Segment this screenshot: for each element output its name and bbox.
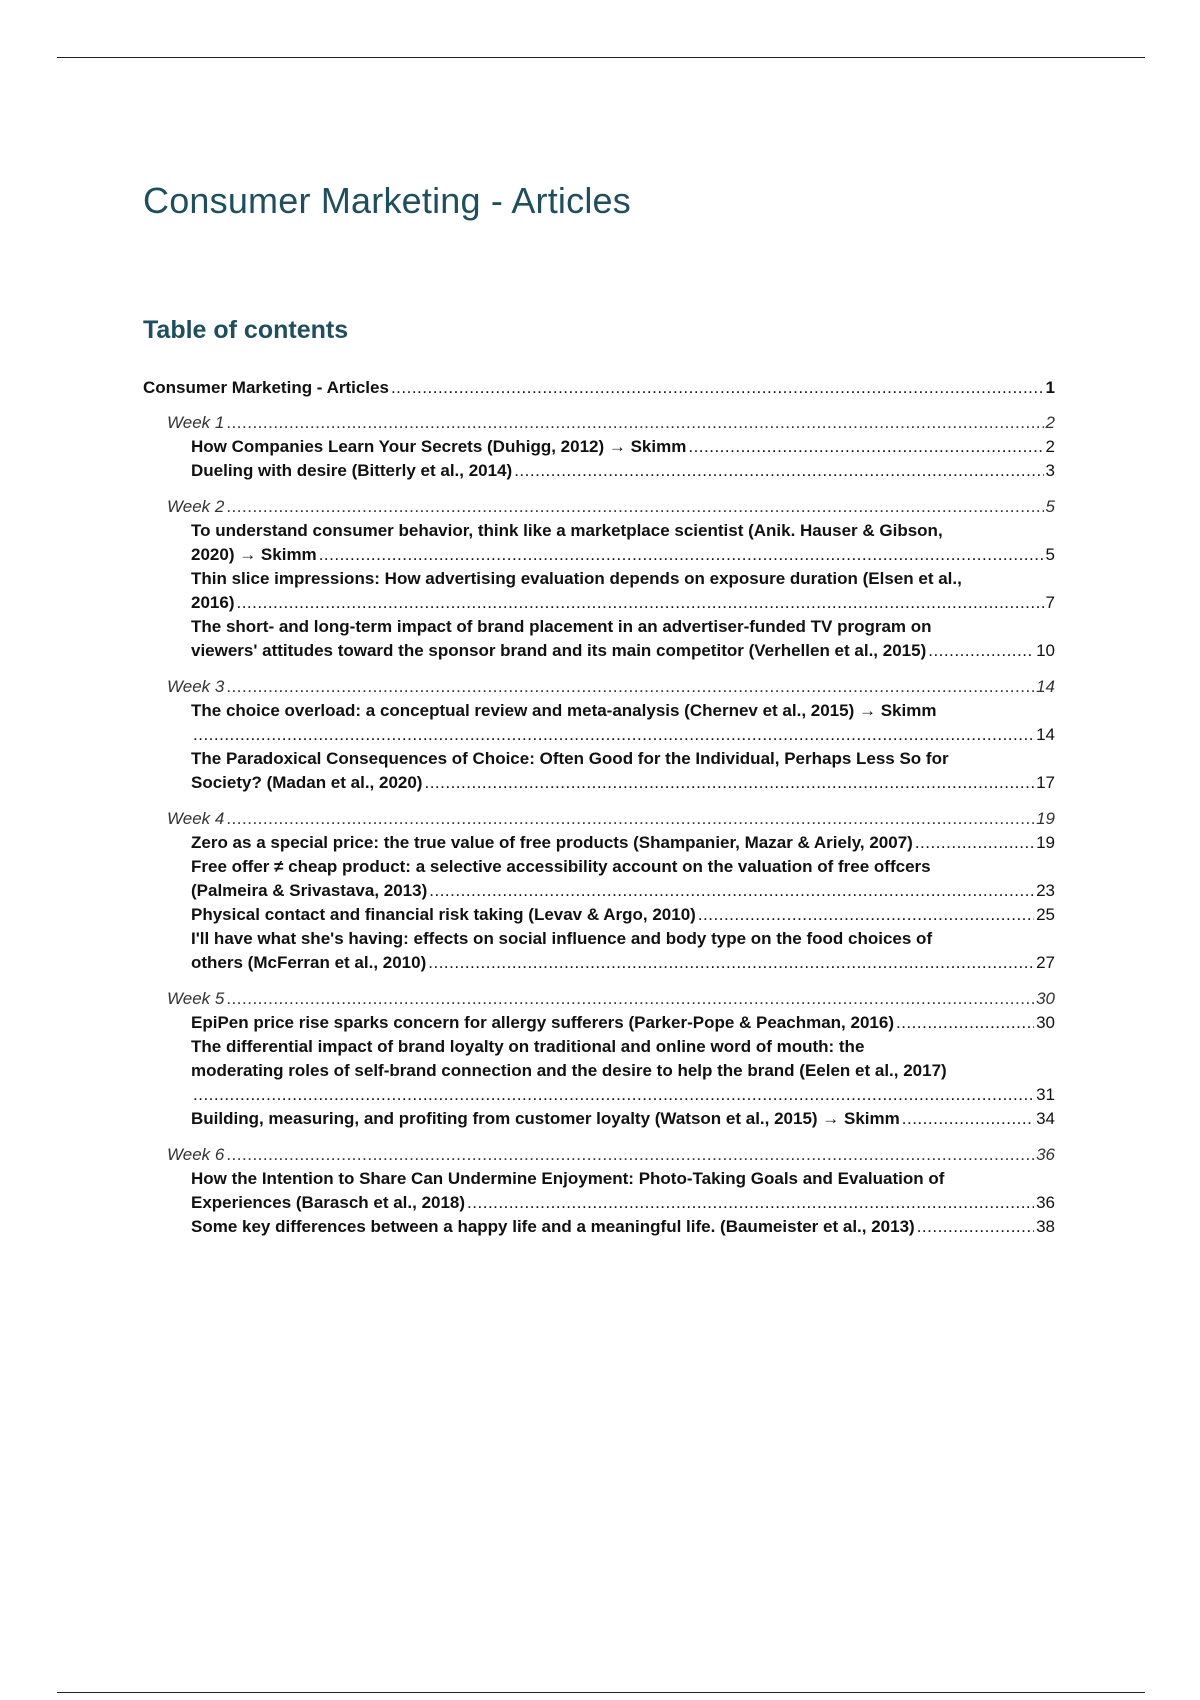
toc-article-title-line: (Palmeira & Srivastava, 2013) xyxy=(191,881,428,900)
toc-entry-label: Consumer Marketing - Articles xyxy=(143,378,389,397)
toc-page-number: 3 xyxy=(1045,461,1055,480)
toc-leader-dots xyxy=(915,831,1034,855)
toc-line xyxy=(167,1143,1055,1167)
toc-line xyxy=(167,987,1055,1011)
toc-line xyxy=(191,879,1055,903)
toc-week-entry[interactable] xyxy=(167,675,1055,699)
toc-article-entry[interactable] xyxy=(191,699,1055,747)
toc-line xyxy=(167,495,1055,519)
toc-line xyxy=(191,1011,1055,1035)
toc-page-number: 36 xyxy=(1036,1193,1055,1212)
toc-line xyxy=(191,639,1055,663)
toc-leader-dots xyxy=(236,591,1043,615)
toc-article-entry[interactable] xyxy=(191,1011,1055,1035)
toc-article-title-line: How the Intention to Share Can Undermine Enjoyment: Photo-Taking Goals and Evaluation of xyxy=(191,1169,945,1188)
toc-leader-dots xyxy=(467,1191,1034,1215)
toc-week-entry[interactable] xyxy=(167,495,1055,519)
toc-line xyxy=(191,771,1055,795)
toc-article-title-line: moderating roles of self-brand connection and the desire to help the brand (Eelen et al., 2017) xyxy=(191,1061,947,1080)
toc-page-number: 31 xyxy=(1036,1085,1055,1104)
toc-line xyxy=(191,831,1055,855)
toc-leader-dots xyxy=(429,879,1034,903)
toc-leader-dots xyxy=(428,951,1034,975)
footer-rule xyxy=(57,1692,1145,1693)
toc-page-number: 7 xyxy=(1045,593,1055,612)
toc-week-entry[interactable] xyxy=(167,1143,1055,1167)
toc-week-label: Week 5 xyxy=(167,989,225,1008)
toc-leader-dots xyxy=(896,1011,1034,1035)
toc-line xyxy=(167,411,1055,435)
toc-article-entry[interactable] xyxy=(191,1107,1055,1131)
toc-line xyxy=(191,1083,1055,1107)
toc-article-title-line: 2016) xyxy=(191,593,235,612)
toc-line xyxy=(191,1215,1055,1239)
toc-article-entry[interactable] xyxy=(191,855,1055,903)
toc-article-entry[interactable] xyxy=(191,927,1055,975)
toc-leader-dots xyxy=(226,807,1034,831)
toc-line xyxy=(191,435,1055,459)
toc-article-title-line: Zero as a special price: the true value of free products (Shampanier, Mazar & Ariely, 2007) xyxy=(191,833,913,852)
toc-article-title-line: Thin slice impressions: How advertising evaluation depends on exposure duration (Elsen et al., xyxy=(191,569,962,588)
toc-article-title-line: Some key differences between a happy life and a meaningful life. (Baumeister et al., 2013) xyxy=(191,1217,915,1236)
toc-line xyxy=(191,543,1055,567)
toc-article-title-line: The short- and long-term impact of brand placement in an advertiser-funded TV program on xyxy=(191,617,932,636)
toc-page-number: 10 xyxy=(1036,641,1055,660)
toc-page-number: 17 xyxy=(1036,773,1055,792)
toc-leader-dots xyxy=(226,495,1043,519)
toc-line xyxy=(167,807,1055,831)
toc-article-title-line: The Paradoxical Consequences of Choice: Often Good for the Individual, Perhaps Less So for xyxy=(191,749,949,768)
toc-leader-dots xyxy=(698,903,1034,927)
toc-article-entry[interactable] xyxy=(191,1215,1055,1239)
toc-leader-dots xyxy=(688,435,1043,459)
toc-line xyxy=(191,903,1055,927)
toc-leader-dots xyxy=(424,771,1034,795)
toc-line xyxy=(191,951,1055,975)
toc-leader-dots xyxy=(226,411,1043,435)
toc-article-entry[interactable] xyxy=(191,615,1055,663)
document-title: Consumer Marketing - Articles xyxy=(143,180,631,221)
toc-article-title-line: EpiPen price rise sparks concern for allergy sufferers (Parker-Pope & Peachman, 2016) xyxy=(191,1013,894,1032)
header-rule xyxy=(57,57,1145,58)
toc-page-number: 1 xyxy=(1045,378,1055,397)
toc-week-entry[interactable] xyxy=(167,411,1055,435)
toc-page-number: 19 xyxy=(1036,833,1055,852)
toc-line xyxy=(191,591,1055,615)
toc-article-entry[interactable] xyxy=(191,459,1055,483)
toc-article-title-line: Building, measuring, and profiting from customer loyalty (Watson et al., 2015) → Skimm xyxy=(191,1109,900,1128)
toc-leader-dots xyxy=(391,376,1044,400)
toc-article-entry[interactable] xyxy=(191,519,1055,567)
toc-page-number: 30 xyxy=(1036,1013,1055,1032)
toc-leader-dots xyxy=(902,1107,1034,1131)
toc-leader-dots xyxy=(226,1143,1034,1167)
toc-page-number: 5 xyxy=(1045,497,1055,516)
toc-article-title-line: Dueling with desire (Bitterly et al., 2014) xyxy=(191,461,513,480)
toc-leader-dots xyxy=(917,1215,1034,1239)
toc-line xyxy=(191,1107,1055,1131)
toc-article-title-line: 2020) → Skimm xyxy=(191,545,317,564)
toc-article-entry[interactable] xyxy=(191,903,1055,927)
toc-week-label: Week 3 xyxy=(167,677,225,696)
toc-article-entry[interactable] xyxy=(191,567,1055,615)
toc-leader-dots xyxy=(514,459,1043,483)
toc-article-entry[interactable] xyxy=(191,831,1055,855)
toc-leader-dots xyxy=(928,639,1034,663)
toc-page-number: 19 xyxy=(1036,809,1055,828)
toc-article-title-line: Society? (Madan et al., 2020) xyxy=(191,773,423,792)
toc-leader-dots xyxy=(226,987,1034,1011)
toc-week-label: Week 2 xyxy=(167,497,225,516)
toc-article-entry[interactable] xyxy=(191,1167,1055,1215)
toc-entry-main[interactable] xyxy=(143,376,1055,400)
toc-line xyxy=(191,1191,1055,1215)
toc-page-number: 36 xyxy=(1036,1145,1055,1164)
toc-page-number: 34 xyxy=(1036,1109,1055,1128)
toc-article-title-line: The choice overload: a conceptual review and meta-analysis (Chernev et al., 2015) → Skimm xyxy=(191,701,937,720)
toc-page-number: 30 xyxy=(1036,989,1055,1008)
toc-article-title-line: How Companies Learn Your Secrets (Duhigg, 2012) → Skimm xyxy=(191,437,687,456)
toc-leader-dots xyxy=(226,675,1034,699)
toc-article-entry[interactable] xyxy=(191,435,1055,459)
toc-article-title-line: others (McFerran et al., 2010) xyxy=(191,953,427,972)
toc-page-number: 2 xyxy=(1045,437,1055,456)
toc-article-entry[interactable] xyxy=(191,1035,1055,1107)
toc-leader-dots xyxy=(193,1083,1034,1107)
toc-week-entry[interactable] xyxy=(167,807,1055,831)
toc-article-title-line: Physical contact and financial risk taking (Levav & Argo, 2010) xyxy=(191,905,696,924)
toc-article-entry[interactable] xyxy=(191,747,1055,795)
toc-article-title-line: I'll have what she's having: effects on social influence and body type on the food choices of xyxy=(191,929,933,948)
toc-page-number: 23 xyxy=(1036,881,1055,900)
toc-article-title-line: The differential impact of brand loyalty on traditional and online word of mouth: the xyxy=(191,1037,865,1056)
toc-page-number: 14 xyxy=(1036,725,1055,744)
toc-heading: Table of contents xyxy=(143,316,349,344)
toc-week-label: Week 6 xyxy=(167,1145,225,1164)
toc-line xyxy=(191,459,1055,483)
toc-article-title-line: Free offer ≠ cheap product: a selective accessibility account on the valuation of free offcers xyxy=(191,857,931,876)
toc-week-label: Week 1 xyxy=(167,413,225,432)
toc-line xyxy=(167,675,1055,699)
toc-page-number: 5 xyxy=(1045,545,1055,564)
toc-page-number: 14 xyxy=(1036,677,1055,696)
toc-week-entry[interactable] xyxy=(167,987,1055,1011)
toc-article-title-line: To understand consumer behavior, think like a marketplace scientist (Anik. Hauser & Gibson, xyxy=(191,521,943,540)
toc-leader-dots xyxy=(193,723,1034,747)
toc-leader-dots xyxy=(319,543,1044,567)
toc-article-title-line: Experiences (Barasch et al., 2018) xyxy=(191,1193,466,1212)
toc-article-title-line: viewers' attitudes toward the sponsor brand and its main competitor (Verhellen et al., 2015) xyxy=(191,641,927,660)
toc-week-label: Week 4 xyxy=(167,809,225,828)
toc-line xyxy=(191,723,1055,747)
toc-page-number: 25 xyxy=(1036,905,1055,924)
toc-page-number: 2 xyxy=(1045,413,1055,432)
toc-page-number: 27 xyxy=(1036,953,1055,972)
table-of-contents xyxy=(143,376,1055,1239)
toc-page-number: 38 xyxy=(1036,1217,1055,1236)
